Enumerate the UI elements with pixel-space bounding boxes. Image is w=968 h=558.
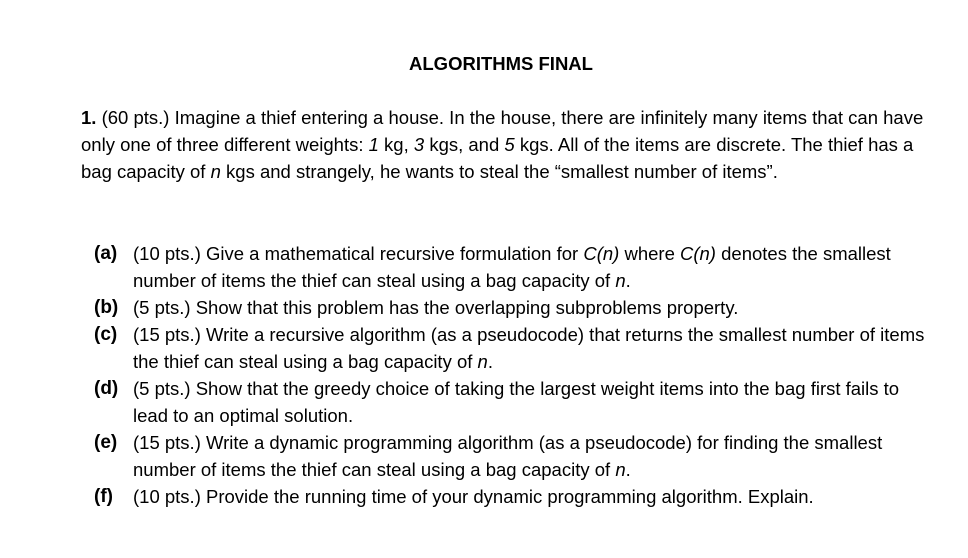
subquestion-text: (5 pts.) Show that this problem has the overlapping subproblems property. [133,297,739,318]
subquestion-list [94,240,934,510]
subquestion-text: (15 pts.) Write a dynamic programming algorithm (as a pseudocode) for finding the smallest number of items the thief can steal using a bag capacity of n. [133,432,883,480]
subquestion-label: (c) [94,324,118,345]
subquestion-c [94,321,934,375]
subquestion-b [94,294,934,321]
subquestion-e [94,429,934,483]
subquestion-text: (5 pts.) Show that the greedy choice of taking the largest weight items into the bag first fails to lead to an optimal solution. [133,378,900,426]
subquestion-label: (d) [94,378,119,399]
subquestion-label: (b) [94,297,119,318]
subquestion-label: (f) [94,486,113,507]
subquestion-label: (a) [94,243,118,264]
question-text: (60 pts.) Imagine a thief entering a house. In the house, there are infinitely many items that can have only one of three different weights: 1 kg, 3 kgs, and 5 kgs. All of the items are discrete. The thief has a bag capacity of n kgs and strangely, he wants to steal the “smallest number of items”. [81,107,924,182]
subquestion-f [94,483,934,510]
subquestion-a [94,240,934,294]
subquestion-text: (15 pts.) Write a recursive algorithm (as a pseudocode) that returns the smallest number of items the thief can steal using a bag capacity of n. [133,324,925,372]
subquestion-text: (10 pts.) Provide the running time of your dynamic programming algorithm. Explain. [133,486,814,507]
subquestion-text: (10 pts.) Give a mathematical recursive formulation for C(n) where C(n) denotes the smallest number of items the thief can steal using a bag capacity of n. [133,243,891,291]
question-1 [81,104,931,185]
subquestion-d [94,375,934,429]
subquestion-label: (e) [94,432,118,453]
page-title: ALGORITHMS FINAL [409,53,593,74]
question-number: 1. [81,107,97,128]
